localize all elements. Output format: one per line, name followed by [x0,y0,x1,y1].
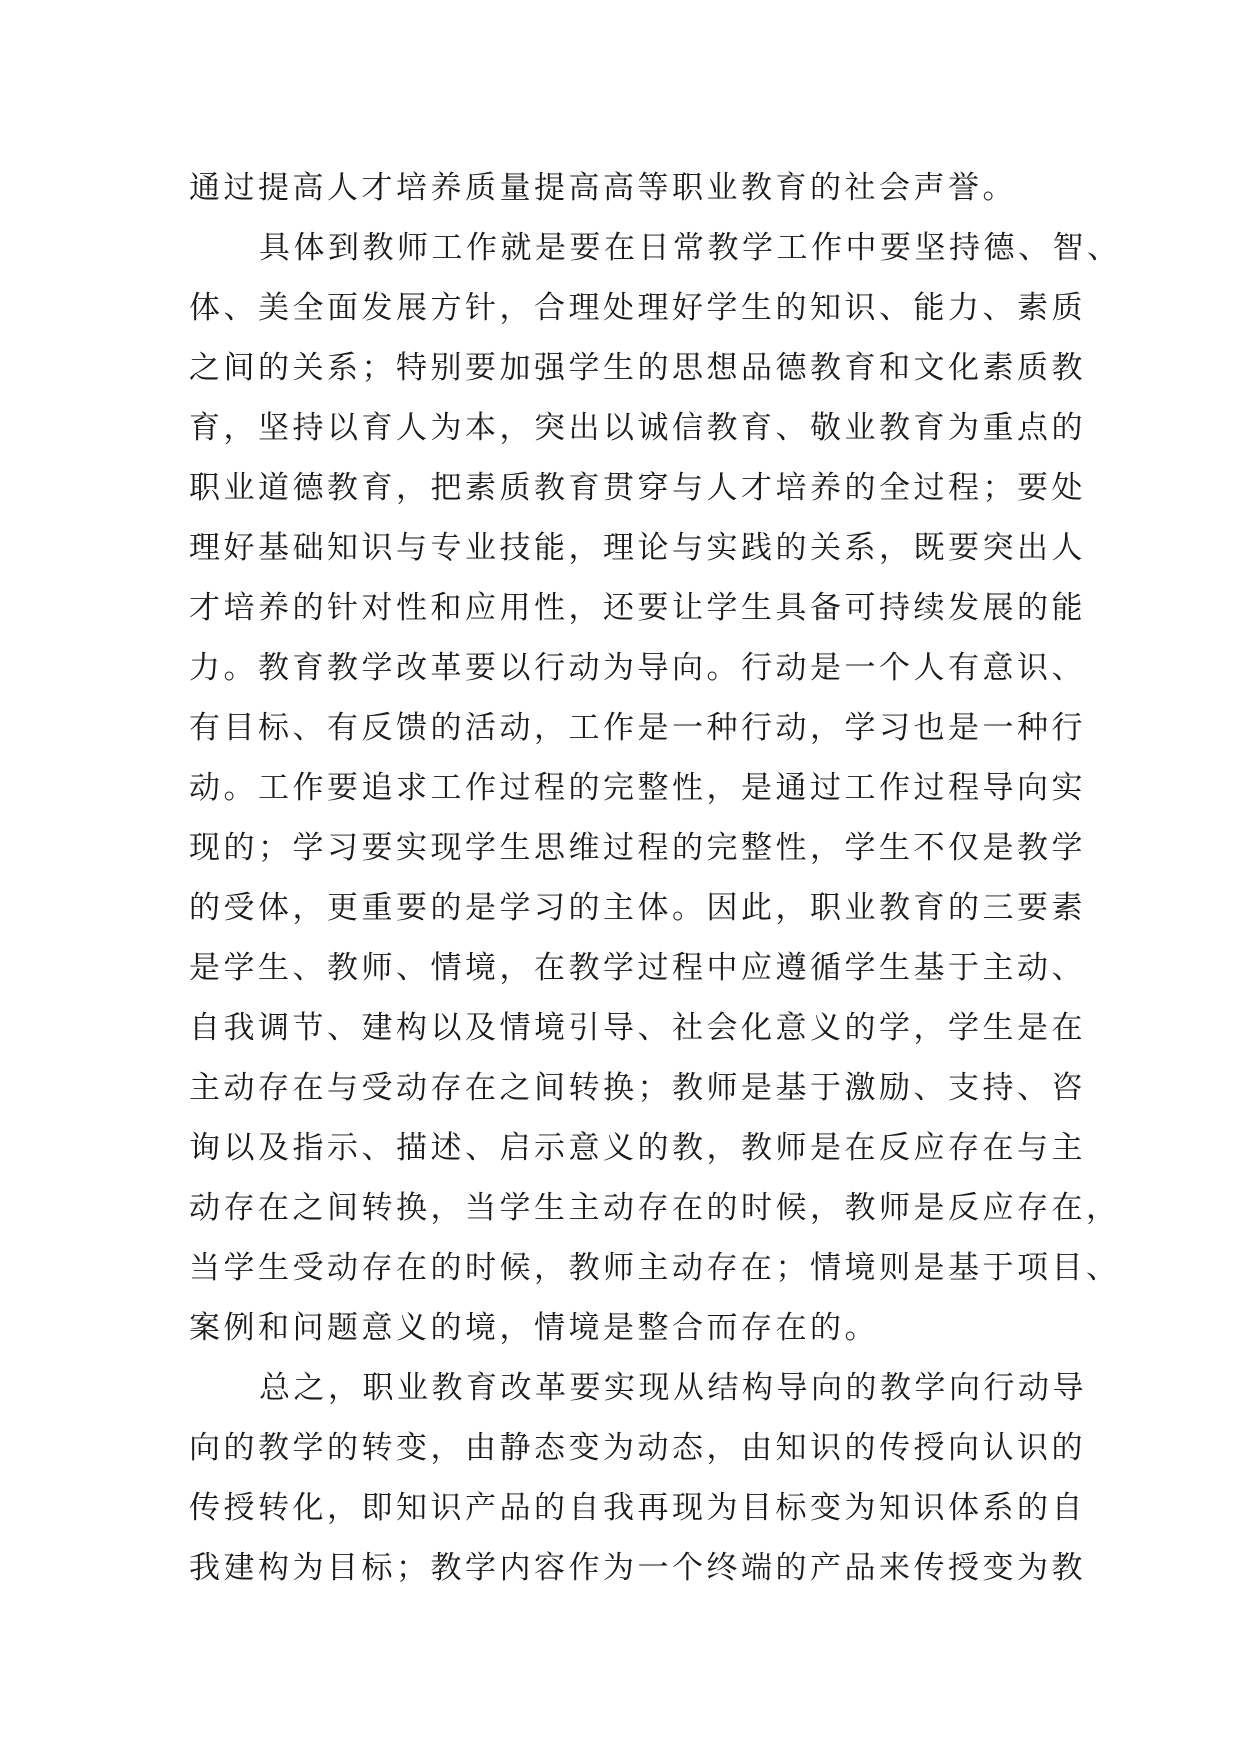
text-line: 之间的关系；特别要加强学生的思想品德教育和文化素质教 [189,350,1086,386]
text-line: 力。教育教学改革要以行动为导向。行动是一个人有意识、 [189,650,1086,686]
text-line: 询以及指示、描述、启示意义的教，教师是在反应存在与主 [189,1130,1086,1166]
text-line: 动存在之间转换，当学生主动存在的时候，教师是反应存在， [189,1190,1121,1226]
text-line: 传授转化，即知识产品的自我再现为目标变为知识体系的自 [189,1490,1086,1526]
text-line: 有目标、有反馈的活动，工作是一种行动，学习也是一种行 [189,710,1086,746]
paragraph-first-line: 总之，职业教育改革要实现从结构导向的教学向行动导 [259,1370,1087,1406]
text-line: 主动存在与受动存在之间转换；教师是基于激励、支持、咨 [189,1070,1086,1106]
text-line: 体、美全面发展方针，合理处理好学生的知识、能力、素质 [189,290,1086,326]
text-line: 的受体，更重要的是学习的主体。因此，职业教育的三要素 [189,890,1086,926]
text-line: 通过提高人才培养质量提高高等职业教育的社会声誉。 [189,170,1017,206]
text-line: 才培养的针对性和应用性，还要让学生具备可持续发展的能 [189,590,1086,626]
text-line: 育，坚持以育人为本，突出以诚信教育、敬业教育为重点的 [189,410,1086,446]
text-line: 自我调节、建构以及情境引导、社会化意义的学，学生是在 [189,1010,1086,1046]
text-line: 理好基础知识与专业技能，理论与实践的关系，既要突出人 [189,530,1086,566]
paragraph-first-line: 具体到教师工作就是要在日常教学工作中要坚持德、智、 [259,230,1122,266]
text-line: 是学生、教师、情境，在教学过程中应遵循学生基于主动、 [189,950,1086,986]
text-line: 现的；学习要实现学生思维过程的完整性，学生不仅是教学 [189,830,1086,866]
body-text [189,158,1122,1598]
text-line: 我建构为目标；教学内容作为一个终端的产品来传授变为教 [189,1550,1086,1586]
text-line: 当学生受动存在的时候，教师主动存在；情境则是基于项目、 [189,1250,1121,1286]
text-line: 动。工作要追求工作过程的完整性，是通过工作过程导向实 [189,770,1086,806]
text-line: 案例和问题意义的境，情境是整合而存在的。 [189,1310,879,1346]
text-line: 向的教学的转变，由静态变为动态，由知识的传授向认识的 [189,1430,1086,1466]
text-line: 职业道德教育，把素质教育贯穿与人才培养的全过程；要处 [189,470,1086,506]
